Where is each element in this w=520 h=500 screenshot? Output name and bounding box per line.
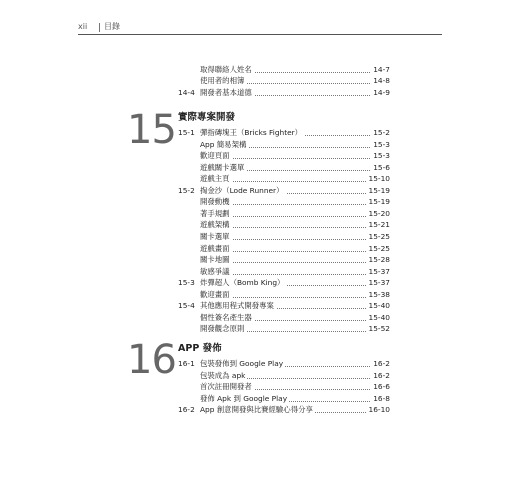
toc-page-number: 15-25 — [368, 244, 390, 253]
toc-subentry[interactable] — [178, 313, 390, 323]
header-title: 目錄 — [104, 22, 120, 31]
page-header — [78, 20, 442, 40]
toc-entry-title: 遊戲主頁 — [200, 174, 230, 183]
toc-page-number: 16-2 — [373, 359, 390, 368]
toc-page-number: 15-40 — [368, 313, 390, 322]
toc-entry-title: 取得聯絡人姓名 — [200, 65, 252, 74]
toc-section-number: 16-2 — [178, 405, 195, 414]
header-page-number: xii — [78, 22, 88, 31]
toc-section-number: 15-4 — [178, 301, 195, 310]
chapter-title[interactable]: 實際專案開發 — [178, 112, 236, 123]
toc-subentry[interactable] — [178, 76, 390, 86]
toc-page-number: 16-8 — [373, 394, 390, 403]
toc-section-number: 16-1 — [178, 359, 195, 368]
toc-entry-title: App 創意開發與比賽經驗心得分享 — [200, 405, 313, 414]
toc-page-number: 15-6 — [373, 163, 390, 172]
toc-subentry[interactable] — [178, 267, 390, 277]
toc-entry-title: 關卡選單 — [200, 232, 230, 241]
toc-entry-title: 關卡地圖 — [200, 255, 230, 264]
toc-subentry[interactable] — [178, 220, 390, 230]
toc-subentry[interactable] — [178, 255, 390, 265]
toc-page-number: 15-19 — [368, 186, 390, 195]
toc-entry-title: 歡迎畫面 — [200, 290, 230, 299]
toc-entry-title: 遊戲關卡選單 — [200, 163, 245, 172]
toc-entry-title: 包裝成為 apk — [200, 371, 246, 380]
toc-subentry[interactable] — [178, 174, 390, 184]
toc-entry-title: 著手規劃 — [200, 209, 230, 218]
toc-subentry[interactable] — [178, 290, 390, 300]
toc-entry-title: 掏金沙（Lode Runner） — [200, 186, 284, 195]
toc-section-entry[interactable] — [178, 128, 390, 138]
toc-page-number: 15-10 — [368, 174, 390, 183]
toc-subentry[interactable] — [178, 209, 390, 219]
toc-page-number: 15-37 — [368, 267, 390, 276]
toc-page-number: 15-2 — [373, 128, 390, 137]
toc-subentry[interactable] — [178, 324, 390, 334]
toc-section-entry[interactable] — [178, 405, 390, 415]
toc-page-number: 14-8 — [373, 76, 390, 85]
toc-entry-title: 遊戲架構 — [200, 220, 230, 229]
toc-entry-title: 開發者基本道德 — [200, 88, 252, 97]
toc-subentry[interactable] — [178, 232, 390, 242]
toc-page-number: 15-20 — [368, 209, 390, 218]
toc-subentry[interactable] — [178, 394, 390, 404]
toc-entry-title: 開發觀念原則 — [200, 324, 245, 333]
toc-subentry[interactable] — [178, 163, 390, 173]
toc-section-entry[interactable] — [178, 278, 390, 288]
toc-subentry[interactable] — [178, 244, 390, 254]
toc-entry-title: 遊戲畫面 — [200, 244, 230, 253]
toc-page-number: 15-40 — [368, 301, 390, 310]
toc-subentry[interactable] — [178, 140, 390, 150]
toc-entry-title: 包裝發佈到 Google Play — [200, 359, 284, 368]
toc-section-entry[interactable] — [178, 186, 390, 196]
toc-entry-title: 歡迎頁面 — [200, 151, 230, 160]
toc-subentry[interactable] — [178, 151, 390, 161]
toc-entry-title: App 簡易架構 — [200, 140, 247, 149]
toc-section-number: 15-2 — [178, 186, 195, 195]
toc-page-number: 16-6 — [373, 382, 390, 391]
toc-page-number: 16-10 — [368, 405, 390, 414]
toc-page-number: 15-38 — [368, 290, 390, 299]
toc-page-number: 15-3 — [373, 140, 390, 149]
header-separator — [99, 23, 100, 32]
toc-page-number: 15-3 — [373, 151, 390, 160]
toc-entry-title: 敏感爭議 — [200, 267, 230, 276]
header-rule — [78, 34, 442, 35]
toc-entry-title: 彈指磚塊王（Bricks Fighter） — [200, 128, 303, 137]
toc-subentry[interactable] — [178, 382, 390, 392]
toc-entry-title: 首次註冊開發者 — [200, 382, 252, 391]
toc-page-number: 15-25 — [368, 232, 390, 241]
chapter-number: 15 — [127, 107, 176, 153]
toc-section-number: 15-3 — [178, 278, 195, 287]
toc-page-number: 14-7 — [373, 65, 390, 74]
toc-section-number: 14-4 — [178, 88, 195, 97]
toc-section-entry[interactable] — [178, 301, 390, 311]
toc-section-entry[interactable] — [178, 359, 390, 369]
toc-page-number: 15-19 — [368, 197, 390, 206]
toc-entry-title: 使用者的相簿 — [200, 76, 245, 85]
toc-subentry[interactable] — [178, 197, 390, 207]
toc-entry-title: 炸彈超人（Bomb King） — [200, 278, 285, 287]
chapter-number: 16 — [127, 337, 176, 383]
toc-entry-title: 其他應用程式開發專案 — [200, 301, 274, 310]
toc-page-number: 15-37 — [368, 278, 390, 287]
toc-section-number: 15-1 — [178, 128, 195, 137]
chapter-title[interactable]: APP 發佈 — [178, 343, 222, 354]
toc-subentry[interactable] — [178, 65, 390, 75]
toc-section-entry[interactable] — [178, 88, 390, 98]
toc-page-number: 14-9 — [373, 88, 390, 97]
toc-page-number: 15-52 — [368, 324, 390, 333]
toc-page-number: 16-2 — [373, 371, 390, 380]
toc-subentry[interactable] — [178, 371, 390, 381]
toc-entry-title: 發佈 Apk 到 Google Play — [200, 394, 288, 403]
toc-page-number: 15-28 — [368, 255, 390, 264]
toc-page-number: 15-21 — [368, 220, 390, 229]
toc-entry-title: 開發動機 — [200, 197, 230, 206]
toc-entry-title: 個性簽名產生器 — [200, 313, 252, 322]
